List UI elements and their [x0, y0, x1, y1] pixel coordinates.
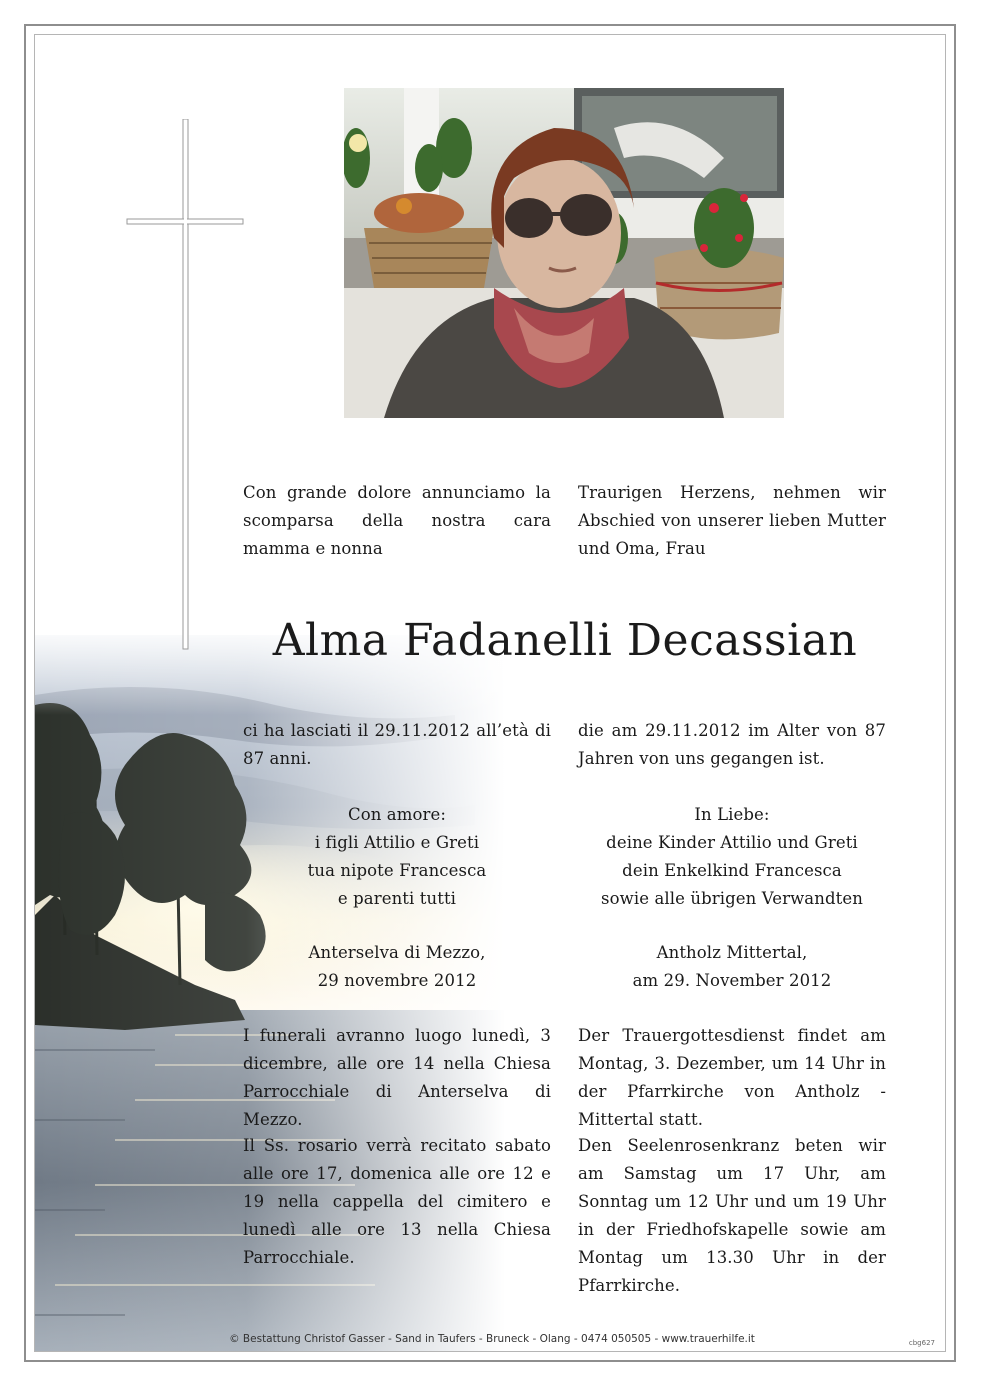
document-code: cbg627: [908, 1339, 935, 1347]
page-border: [24, 24, 956, 1362]
intro-italian: Con grande dolore annunciamo la scomparsa della nostra cara mamma e nonna: [243, 483, 551, 558]
mourners-german: [578, 801, 886, 913]
funeral-german: Der Trauergottesdienst findet am Montag, 3. Dezember, um 14 Uhr in der Pfarrkirche von Antholz - Mittertal statt.: [578, 1026, 886, 1129]
mourners-line: sowie alle übrigen Verwandten: [601, 889, 863, 908]
mourners-line: Con amore:: [347, 805, 447, 824]
cross-icon: [125, 119, 245, 659]
rosary-italian: Il Ss. rosario verrà recitato sabato alle ore 17, domenica alle ore 12 e 19 nella cappella del cimitero e lunedì alle ore 13 nella Chiesa Parrocchiale.: [243, 1136, 551, 1267]
portrait-photo: [344, 88, 784, 418]
funeral-italian: I funerali avranno luogo lunedì, 3 dicembre, alle ore 14 nella Chiesa Parrocchiale di Anterselva di Mezzo.: [243, 1026, 551, 1129]
rosary-german: Den Seelenrosenkranz beten wir am Samstag um 17 Uhr, am Sonntag um 12 Uhr und um 19 Uhr in der Friedhofskapelle sowie am Montag um 13.30 Uhr in der Pfarrkirche.: [578, 1136, 886, 1295]
mourners-line: e parenti tutti: [337, 889, 457, 908]
mourners-line: deine Kinder Attilio und Greti: [606, 833, 858, 852]
death-notice-german: die am 29.11.2012 im Alter von 87 Jahren von uns gegangen ist.: [578, 721, 886, 768]
place-line: Antholz Mittertal,: [656, 943, 808, 962]
mourners-line: tua nipote Francesca: [307, 861, 487, 880]
deceased-name: Alma Fadanelli Decassian: [272, 615, 858, 666]
footer-credits: © Bestattung Christof Gasser - Sand in Taufers - Bruneck - Olang - 0474 050505 - www.trauerhilfe.it: [229, 1333, 755, 1345]
page-inner-border: [34, 34, 946, 1352]
mourners-line: In Liebe:: [694, 805, 770, 824]
intro-german: Traurigen Herzens, nehmen wir Abschied von unserer lieben Mutter und Oma, Frau: [578, 483, 886, 558]
date-line: 29 novembre 2012: [317, 971, 477, 990]
woman-portrait-image: [344, 88, 784, 418]
death-notice-italian: ci ha lasciati il 29.11.2012 all’età di 87 anni.: [243, 721, 551, 768]
place-date-italian: [243, 939, 551, 995]
date-line: am 29. November 2012: [632, 971, 832, 990]
mourners-line: dein Enkelkind Francesca: [622, 861, 842, 880]
mourners-line: i figli Attilio e Greti: [314, 833, 480, 852]
place-date-german: [578, 939, 886, 995]
place-line: Anterselva di Mezzo,: [308, 943, 486, 962]
mourners-italian: [243, 801, 551, 913]
